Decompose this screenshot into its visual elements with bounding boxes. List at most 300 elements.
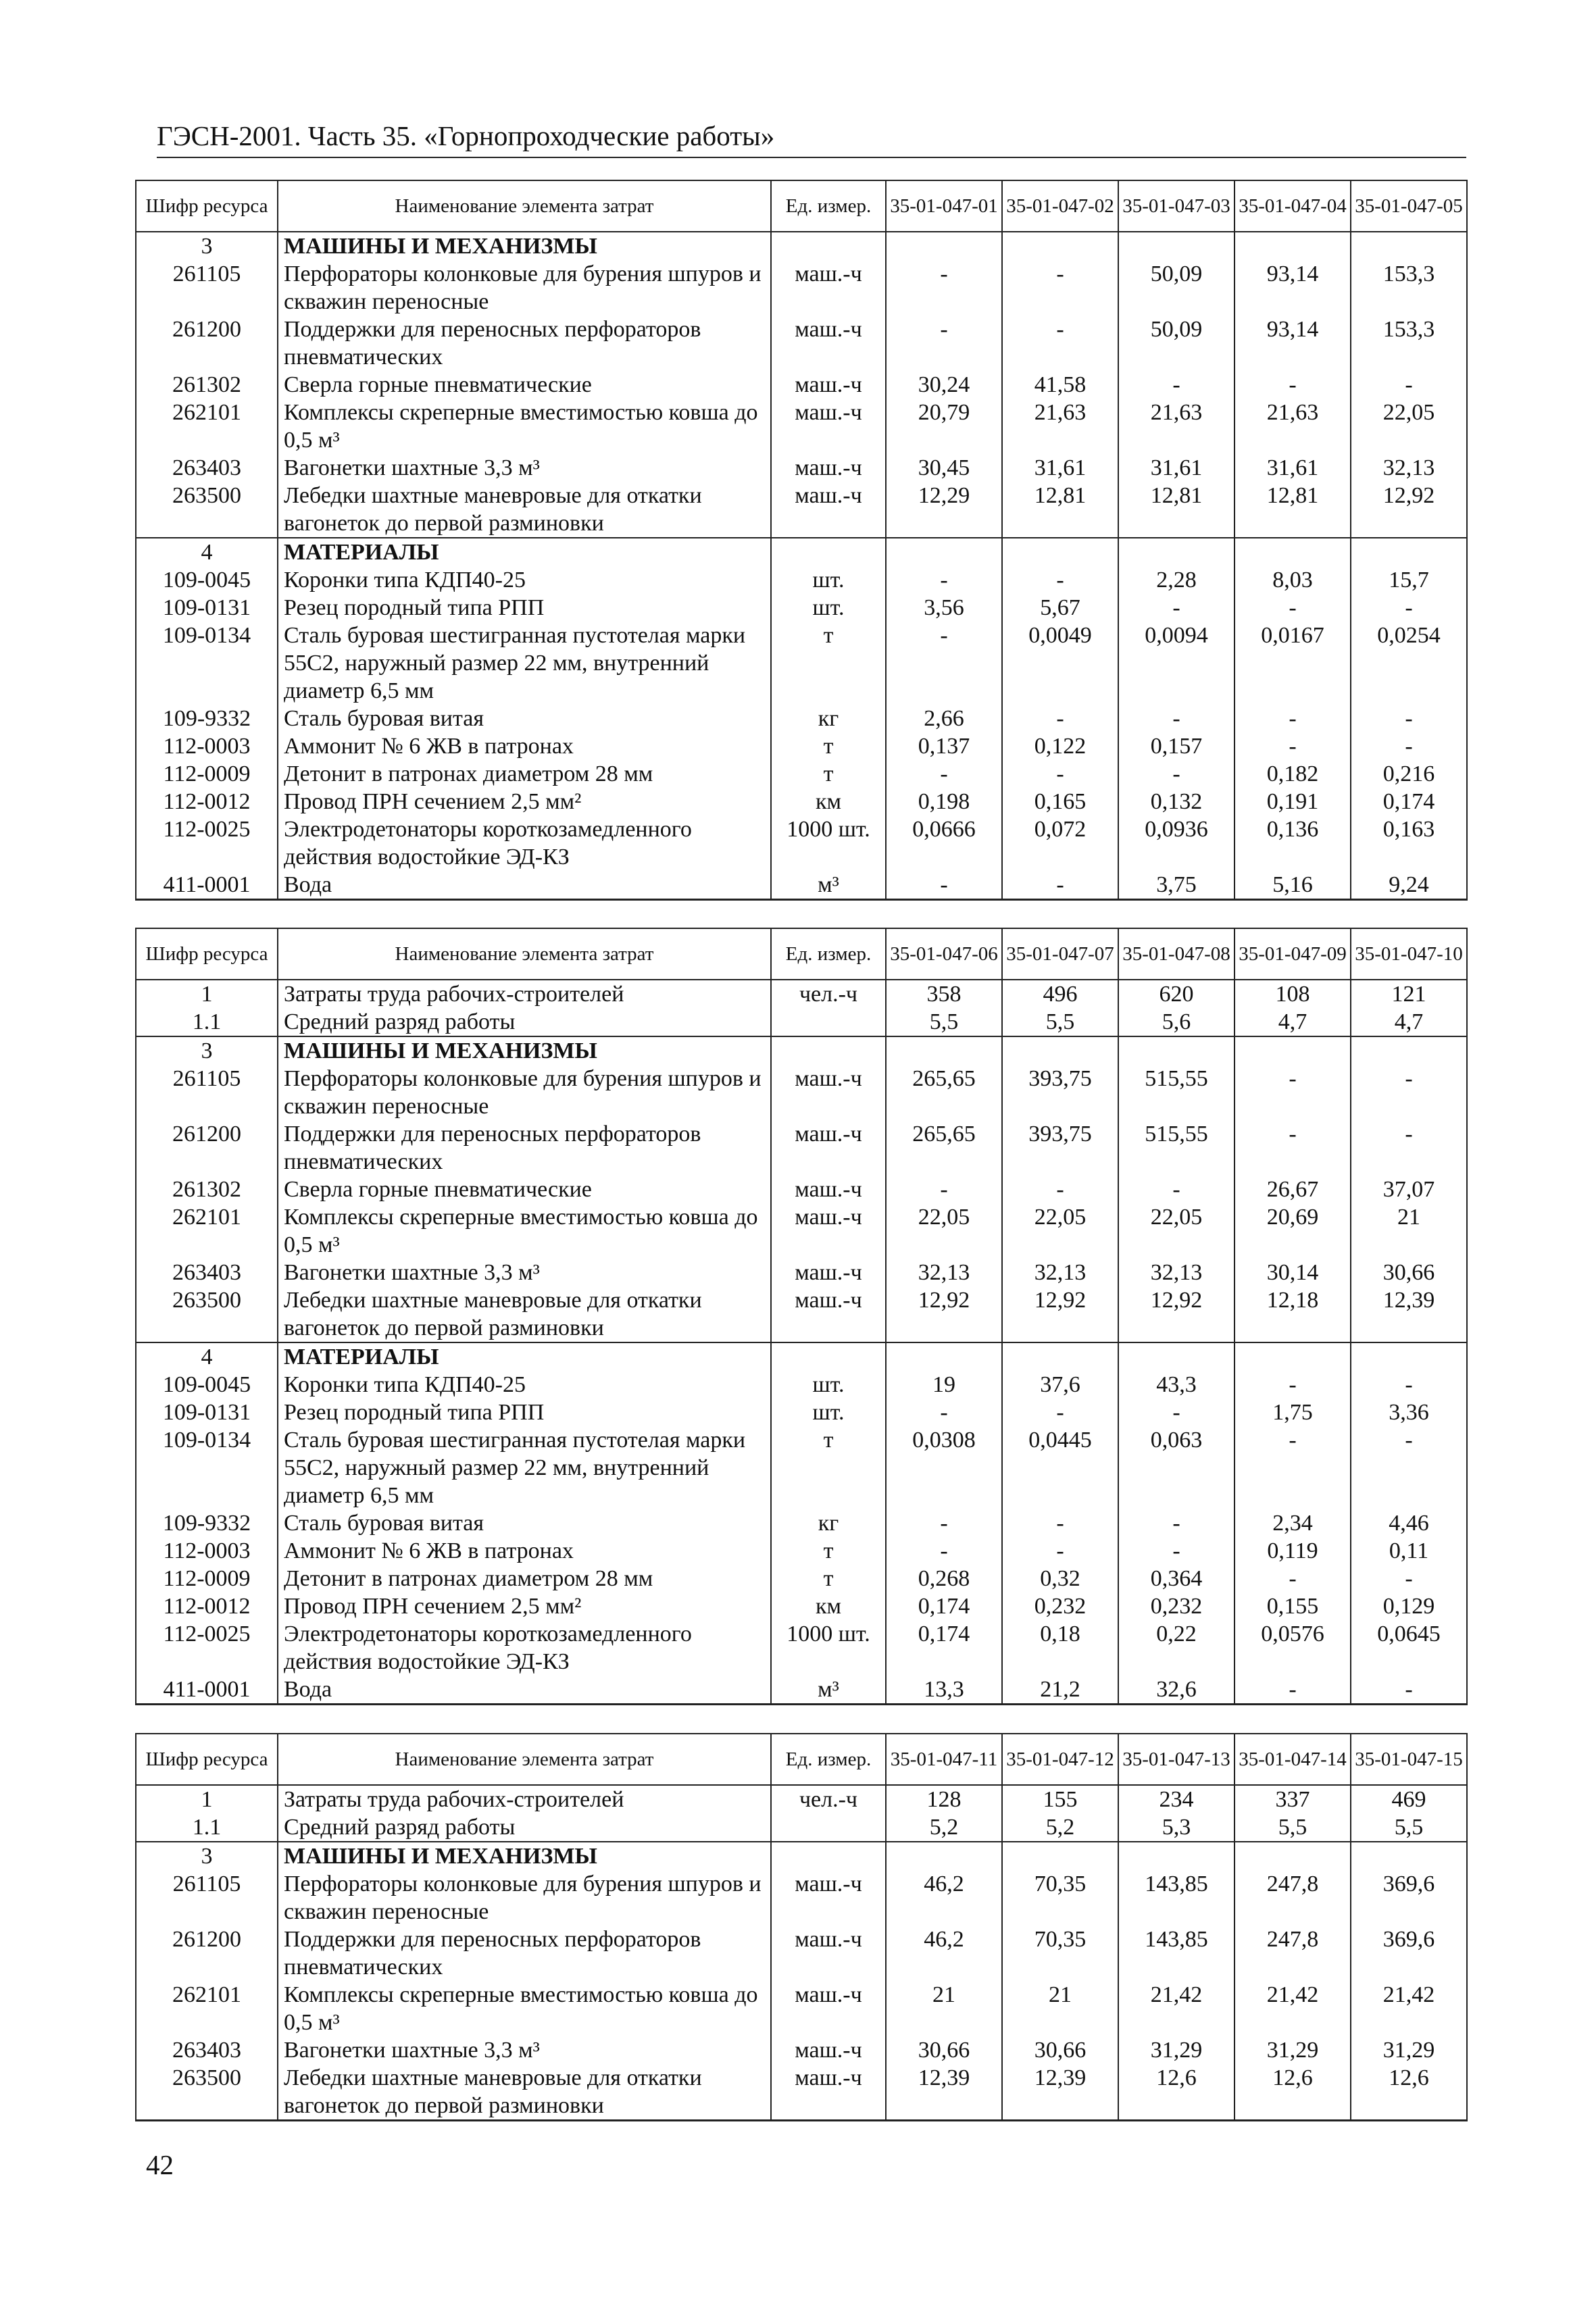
resource-code: 261200 (136, 1120, 278, 1176)
resource-name: Лебедки шахтные маневровые для откатки вагонеток до первой разминовки (278, 1286, 771, 1342)
resource-code: 112-0012 (136, 1592, 278, 1620)
value-cell: 5,5 (1351, 1813, 1467, 1842)
resource-code: 411-0001 (136, 871, 278, 900)
table-row (136, 1065, 1467, 1120)
unit: т (771, 1565, 886, 1592)
unit: шт. (771, 594, 886, 622)
value-cell: 0,0936 (1118, 815, 1235, 871)
value-cell: 0,174 (1351, 788, 1467, 815)
table-row (136, 1203, 1467, 1259)
value-cell: - (886, 316, 1002, 371)
value-cell: - (886, 260, 1002, 316)
value-cell: 31,29 (1118, 2036, 1235, 2064)
section-code: 3 (136, 232, 278, 260)
resource-group (136, 1036, 1467, 1342)
resource-code: 109-9332 (136, 1509, 278, 1537)
resource-group (136, 232, 1467, 538)
value-cell: - (1002, 871, 1118, 900)
empty-cell (1002, 538, 1118, 566)
resource-code: 1.1 (136, 1008, 278, 1036)
value-cell: 0,132 (1118, 788, 1235, 815)
table-row (136, 705, 1467, 732)
resource-name: Детонит в патронах диаметром 28 мм (278, 1565, 771, 1592)
value-cell: 0,232 (1118, 1592, 1235, 1620)
value-cell: 30,66 (1351, 1259, 1467, 1286)
resource-code: 109-0045 (136, 1371, 278, 1399)
value-cell: 0,11 (1351, 1537, 1467, 1565)
value-cell: - (886, 760, 1002, 788)
resource-code: 261302 (136, 371, 278, 399)
table-row (136, 1176, 1467, 1203)
value-cell: 31,61 (1118, 454, 1235, 482)
value-cell: - (1002, 1509, 1118, 1537)
value-cell: - (1351, 1371, 1467, 1399)
value-cell: - (886, 871, 1002, 900)
unit: т (771, 760, 886, 788)
table-row (136, 1371, 1467, 1399)
unit: маш.-ч (771, 1286, 886, 1342)
value-cell: 5,3 (1118, 1813, 1235, 1842)
resource-name: Детонит в патронах диаметром 28 мм (278, 760, 771, 788)
table-row (136, 1676, 1467, 1705)
table-row (136, 788, 1467, 815)
resource-code: 112-0025 (136, 815, 278, 871)
resource-name: Затраты труда рабочих-строителей (278, 1785, 771, 1813)
resource-code: 1 (136, 980, 278, 1008)
unit: маш.-ч (771, 316, 886, 371)
resource-name: Средний разряд работы (278, 1813, 771, 1842)
value-cell: 393,75 (1002, 1120, 1118, 1176)
value-cell: 12,6 (1351, 2064, 1467, 2121)
value-cell: 0,163 (1351, 815, 1467, 871)
resource-name: Электродетонаторы короткозамедленного действия водостойкие ЭД-КЗ (278, 815, 771, 871)
value-cell: 0,0445 (1002, 1426, 1118, 1509)
value-cell: 26,67 (1235, 1176, 1351, 1203)
value-cell: 5,5 (1235, 1813, 1351, 1842)
value-cell: 30,45 (886, 454, 1002, 482)
header-rate-code: 35-01-047-06 (886, 928, 1002, 980)
header-unit: Ед. измер. (771, 180, 886, 232)
value-cell: - (1235, 732, 1351, 760)
resource-name: Сталь буровая витая (278, 705, 771, 732)
value-cell: 5,5 (1002, 1008, 1118, 1036)
resource-name: Провод ПРН сечением 2,5 мм² (278, 1592, 771, 1620)
section-code: 4 (136, 538, 278, 566)
table-row (136, 1399, 1467, 1426)
value-cell: 30,66 (886, 2036, 1002, 2064)
header-rate-code: 35-01-047-11 (886, 1734, 1002, 1785)
resource-code: 262101 (136, 399, 278, 454)
value-cell: 2,28 (1118, 566, 1235, 594)
table-row (136, 2064, 1467, 2121)
value-cell: 31,61 (1235, 454, 1351, 482)
unit: маш.-ч (771, 2064, 886, 2121)
value-cell: 128 (886, 1785, 1002, 1813)
value-cell: 1,75 (1235, 1399, 1351, 1426)
resource-table-3 (135, 1733, 1468, 2121)
table-row (136, 1620, 1467, 1676)
value-cell: 515,55 (1118, 1065, 1235, 1120)
resource-group (136, 1842, 1467, 2121)
resource-name: Сталь буровая шестигранная пустотелая марки 55С2, наружный размер 22 мм, внутренний диаметр 6,5 мм (278, 622, 771, 705)
value-cell: 12,18 (1235, 1286, 1351, 1342)
empty-cell (1118, 1036, 1235, 1065)
table-row (136, 2036, 1467, 2064)
table-row (136, 454, 1467, 482)
value-cell: - (1235, 1565, 1351, 1592)
header-code: Шифр ресурса (136, 180, 278, 232)
header-rate-code: 35-01-047-08 (1118, 928, 1235, 980)
empty-cell (1235, 1036, 1351, 1065)
unit: кг (771, 705, 886, 732)
value-cell: 337 (1235, 1785, 1351, 1813)
empty-cell (771, 1342, 886, 1371)
resource-name: Сталь буровая витая (278, 1509, 771, 1537)
value-cell: - (1002, 1176, 1118, 1203)
resource-code: 109-0134 (136, 1426, 278, 1509)
value-cell: - (1002, 760, 1118, 788)
table-row (136, 371, 1467, 399)
resource-group (136, 1785, 1467, 1842)
header-code: Шифр ресурса (136, 928, 278, 980)
value-cell: - (1351, 1676, 1467, 1705)
value-cell: - (1351, 1565, 1467, 1592)
value-cell: 12,39 (1351, 1286, 1467, 1342)
resource-code: 263403 (136, 2036, 278, 2064)
value-cell: - (1235, 594, 1351, 622)
header-rate-code: 35-01-047-07 (1002, 928, 1118, 980)
resource-name: Коронки типа КДП40-25 (278, 1371, 771, 1399)
value-cell: 0,155 (1235, 1592, 1351, 1620)
header-unit: Ед. измер. (771, 928, 886, 980)
empty-cell (771, 1036, 886, 1065)
value-cell: 21,42 (1351, 1981, 1467, 2036)
resource-code: 112-0009 (136, 760, 278, 788)
value-cell: 0,182 (1235, 760, 1351, 788)
value-cell: 5,6 (1118, 1008, 1235, 1036)
value-cell: - (1351, 1065, 1467, 1120)
value-cell: 369,6 (1351, 1926, 1467, 1981)
unit: т (771, 1537, 886, 1565)
value-cell: 0,216 (1351, 760, 1467, 788)
value-cell: 265,65 (886, 1065, 1002, 1120)
resource-code: 262101 (136, 1203, 278, 1259)
empty-cell (1118, 1842, 1235, 1870)
header-rate-code: 35-01-047-02 (1002, 180, 1118, 232)
resource-name: Вода (278, 1676, 771, 1705)
value-cell: 21 (1351, 1203, 1467, 1259)
resource-name: Вагонетки шахтные 3,3 м³ (278, 2036, 771, 2064)
value-cell: 0,0254 (1351, 622, 1467, 705)
value-cell: 43,3 (1118, 1371, 1235, 1399)
empty-cell (771, 232, 886, 260)
value-cell: - (1002, 705, 1118, 732)
resource-name: Сверла горные пневматические (278, 371, 771, 399)
header-rate-code: 35-01-047-12 (1002, 1734, 1118, 1785)
value-cell: 393,75 (1002, 1065, 1118, 1120)
value-cell: - (1351, 1120, 1467, 1176)
value-cell: 0,0049 (1002, 622, 1118, 705)
resource-code: 261105 (136, 260, 278, 316)
value-cell: 21,42 (1235, 1981, 1351, 2036)
value-cell: 0,0645 (1351, 1620, 1467, 1676)
value-cell: 369,6 (1351, 1870, 1467, 1926)
resource-name: Аммонит № 6 ЖВ в патронах (278, 1537, 771, 1565)
value-cell: 143,85 (1118, 1870, 1235, 1926)
value-cell: 30,66 (1002, 2036, 1118, 2064)
section-row (136, 232, 1467, 260)
value-cell: 12,6 (1118, 2064, 1235, 2121)
empty-cell (886, 232, 1002, 260)
resource-code: 261200 (136, 1926, 278, 1981)
section-row (136, 1036, 1467, 1065)
header-row (136, 180, 1467, 232)
table-row (136, 1008, 1467, 1036)
header-name: Наименование элемента затрат (278, 180, 771, 232)
empty-cell (1002, 1342, 1118, 1371)
header-rate-code: 35-01-047-04 (1235, 180, 1351, 232)
table-row (136, 1286, 1467, 1342)
unit: т (771, 1426, 886, 1509)
value-cell: - (886, 1509, 1002, 1537)
value-cell: 153,3 (1351, 260, 1467, 316)
empty-cell (1351, 1342, 1467, 1371)
value-cell: 31,29 (1235, 2036, 1351, 2064)
table-row (136, 1120, 1467, 1176)
value-cell: 0,122 (1002, 732, 1118, 760)
value-cell: 0,136 (1235, 815, 1351, 871)
resource-group (136, 538, 1467, 900)
unit: маш.-ч (771, 2036, 886, 2064)
value-cell: 21,63 (1235, 399, 1351, 454)
table-header (136, 1734, 1467, 1785)
value-cell: - (1118, 1537, 1235, 1565)
value-cell: 31,61 (1002, 454, 1118, 482)
value-cell: 21,63 (1002, 399, 1118, 454)
value-cell: 21 (886, 1981, 1002, 2036)
value-cell: 12,6 (1235, 2064, 1351, 2121)
empty-cell (771, 1842, 886, 1870)
value-cell: 46,2 (886, 1926, 1002, 1981)
value-cell: - (886, 1537, 1002, 1565)
empty-cell (1351, 1036, 1467, 1065)
resource-code: 263500 (136, 2064, 278, 2121)
resource-name: Вагонетки шахтные 3,3 м³ (278, 1259, 771, 1286)
table-row (136, 815, 1467, 871)
resource-name: Поддержки для переносных перфораторов пневматических (278, 316, 771, 371)
value-cell: 12,92 (886, 1286, 1002, 1342)
value-cell: 70,35 (1002, 1870, 1118, 1926)
value-cell: 0,174 (886, 1592, 1002, 1620)
resource-code: 112-0025 (136, 1620, 278, 1676)
resource-code: 261105 (136, 1870, 278, 1926)
resource-name: Перфораторы колонковые для бурения шпуров и скважин переносные (278, 260, 771, 316)
table-row (136, 871, 1467, 900)
value-cell: - (886, 1399, 1002, 1426)
unit: чел.-ч (771, 980, 886, 1008)
value-cell: 22,05 (1002, 1203, 1118, 1259)
header-rate-code: 35-01-047-13 (1118, 1734, 1235, 1785)
resource-name: Комплексы скреперные вместимостью ковша до 0,5 м³ (278, 1981, 771, 2036)
value-cell: 21 (1002, 1981, 1118, 2036)
value-cell: 0,364 (1118, 1565, 1235, 1592)
value-cell: 0,174 (886, 1620, 1002, 1676)
header-name: Наименование элемента затрат (278, 1734, 771, 1785)
value-cell: 496 (1002, 980, 1118, 1008)
resource-code: 112-0003 (136, 732, 278, 760)
value-cell: 32,13 (1118, 1259, 1235, 1286)
value-cell: 93,14 (1235, 260, 1351, 316)
section-title: МАТЕРИАЛЫ (278, 1342, 771, 1371)
table-row (136, 566, 1467, 594)
value-cell: 30,14 (1235, 1259, 1351, 1286)
resource-name: Сталь буровая шестигранная пустотелая марки 55С2, наружный размер 22 мм, внутренний диаметр 6,5 мм (278, 1426, 771, 1509)
unit: маш.-ч (771, 1870, 886, 1926)
table-row (136, 594, 1467, 622)
empty-cell (886, 1036, 1002, 1065)
table-header (136, 180, 1467, 232)
unit: т (771, 622, 886, 705)
value-cell: 13,3 (886, 1676, 1002, 1705)
section-row (136, 1342, 1467, 1371)
resource-name: Перфораторы колонковые для бурения шпуров и скважин переносные (278, 1870, 771, 1926)
value-cell: 32,6 (1118, 1676, 1235, 1705)
value-cell: - (1118, 594, 1235, 622)
unit: маш.-ч (771, 371, 886, 399)
header-rate-code: 35-01-047-09 (1235, 928, 1351, 980)
page-number: 42 (146, 2149, 174, 2180)
resource-table-1 (135, 180, 1468, 901)
value-cell: 108 (1235, 980, 1351, 1008)
value-cell: 20,69 (1235, 1203, 1351, 1259)
resource-code: 261302 (136, 1176, 278, 1203)
value-cell: - (1002, 260, 1118, 316)
resource-name: Аммонит № 6 ЖВ в патронах (278, 732, 771, 760)
value-cell: - (1351, 732, 1467, 760)
unit: 1000 шт. (771, 815, 886, 871)
value-cell: 234 (1118, 1785, 1235, 1813)
value-cell: - (1235, 371, 1351, 399)
value-cell: 32,13 (886, 1259, 1002, 1286)
value-cell: 0,18 (1002, 1620, 1118, 1676)
unit: шт. (771, 1399, 886, 1426)
value-cell: 469 (1351, 1785, 1467, 1813)
unit: маш.-ч (771, 399, 886, 454)
unit: маш.-ч (771, 1203, 886, 1259)
unit (771, 1008, 886, 1036)
header-rate-code: 35-01-047-01 (886, 180, 1002, 232)
empty-cell (1235, 538, 1351, 566)
unit: маш.-ч (771, 1120, 886, 1176)
resource-code: 263500 (136, 1286, 278, 1342)
value-cell: 12,81 (1118, 482, 1235, 538)
value-cell: 153,3 (1351, 316, 1467, 371)
empty-cell (1235, 1342, 1351, 1371)
unit: маш.-ч (771, 1259, 886, 1286)
resource-name: Электродетонаторы короткозамедленного действия водостойкие ЭД-КЗ (278, 1620, 771, 1676)
empty-cell (886, 538, 1002, 566)
value-cell: 19 (886, 1371, 1002, 1399)
empty-cell (1351, 232, 1467, 260)
table-header (136, 928, 1467, 980)
value-cell: 155 (1002, 1785, 1118, 1813)
unit: маш.-ч (771, 1981, 886, 2036)
resource-code: 262101 (136, 1981, 278, 2036)
section-row (136, 1842, 1467, 1870)
unit: 1000 шт. (771, 1620, 886, 1676)
header-unit: Ед. измер. (771, 1734, 886, 1785)
empty-cell (1118, 1342, 1235, 1371)
resource-code: 261200 (136, 316, 278, 371)
value-cell: - (886, 622, 1002, 705)
value-cell: 0,0666 (886, 815, 1002, 871)
value-cell: - (1235, 1676, 1351, 1705)
value-cell: - (1235, 1426, 1351, 1509)
value-cell: 21,42 (1118, 1981, 1235, 2036)
empty-cell (771, 538, 886, 566)
table-row (136, 732, 1467, 760)
value-cell: - (1118, 371, 1235, 399)
table-row (136, 1592, 1467, 1620)
value-cell: 41,58 (1002, 371, 1118, 399)
table-row (136, 1870, 1467, 1926)
resource-name: Поддержки для переносных перфораторов пневматических (278, 1926, 771, 1981)
value-cell: 4,7 (1351, 1008, 1467, 1036)
table-row (136, 1509, 1467, 1537)
resource-name: Лебедки шахтные маневровые для откатки вагонеток до первой разминовки (278, 2064, 771, 2121)
section-title: МАШИНЫ И МЕХАНИЗМЫ (278, 232, 771, 260)
header-rate-code: 35-01-047-03 (1118, 180, 1235, 232)
value-cell: 15,7 (1351, 566, 1467, 594)
unit: м³ (771, 1676, 886, 1705)
resource-name: Затраты труда рабочих-строителей (278, 980, 771, 1008)
header-rate-code: 35-01-047-10 (1351, 928, 1467, 980)
empty-cell (1118, 232, 1235, 260)
section-code: 4 (136, 1342, 278, 1371)
value-cell: 5,67 (1002, 594, 1118, 622)
empty-cell (1002, 1036, 1118, 1065)
value-cell: 358 (886, 980, 1002, 1008)
value-cell: - (1002, 316, 1118, 371)
section-row (136, 538, 1467, 566)
value-cell: - (1235, 705, 1351, 732)
value-cell: 50,09 (1118, 316, 1235, 371)
value-cell: 265,65 (886, 1120, 1002, 1176)
value-cell: 2,66 (886, 705, 1002, 732)
value-cell: - (1235, 1371, 1351, 1399)
resource-name: Резец породный типа РПП (278, 594, 771, 622)
value-cell: 247,8 (1235, 1926, 1351, 1981)
value-cell: 0,072 (1002, 815, 1118, 871)
table-row (136, 399, 1467, 454)
header-code: Шифр ресурса (136, 1734, 278, 1785)
value-cell: 20,79 (886, 399, 1002, 454)
table-row (136, 1537, 1467, 1565)
value-cell: 12,29 (886, 482, 1002, 538)
header-rate-code: 35-01-047-14 (1235, 1734, 1351, 1785)
empty-cell (1351, 538, 1467, 566)
value-cell: 2,34 (1235, 1509, 1351, 1537)
resource-code: 112-0012 (136, 788, 278, 815)
value-cell: 0,232 (1002, 1592, 1118, 1620)
unit (771, 1813, 886, 1842)
value-cell: 0,0308 (886, 1426, 1002, 1509)
unit: т (771, 732, 886, 760)
unit: км (771, 788, 886, 815)
value-cell: 5,5 (886, 1008, 1002, 1036)
resource-code: 261105 (136, 1065, 278, 1120)
unit: шт. (771, 566, 886, 594)
